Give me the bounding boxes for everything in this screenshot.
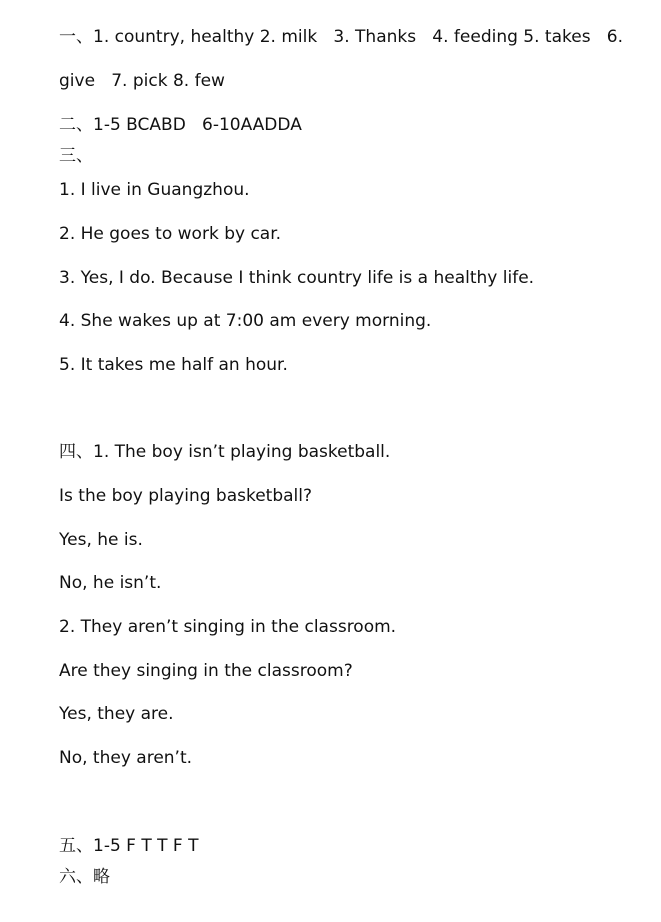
section-4-line-1: 四、1. The boy isn’t playing basketball. bbox=[59, 442, 391, 462]
section-5-line: 五、1-5 F T T F T bbox=[59, 836, 199, 856]
section-2-line: 二、1-5 BCABD 6-10AADDA bbox=[59, 115, 302, 135]
section-4-line-8: No, they aren’t. bbox=[59, 748, 193, 768]
section-4-line-7: Yes, they are. bbox=[59, 704, 174, 724]
section-4-line-2: Is the boy playing basketball? bbox=[59, 486, 313, 506]
section-4-line-3: Yes, he is. bbox=[59, 530, 143, 550]
section-3-answer-2: 2. He goes to work by car. bbox=[59, 224, 282, 244]
section-6-line: 六、略 bbox=[59, 867, 110, 887]
section-4-line-5: 2. They aren’t singing in the classroom. bbox=[59, 617, 397, 637]
section-3-answer-3: 3. Yes, I do. Because I think country life is a healthy life. bbox=[59, 268, 535, 288]
section-3-answer-4: 4. She wakes up at 7:00 am every morning. bbox=[59, 311, 432, 331]
section-1-line-2: give 7. pick 8. few bbox=[59, 71, 225, 91]
section-4-line-6: Are they singing in the classroom? bbox=[59, 661, 353, 681]
section-3-answer-5: 5. It takes me half an hour. bbox=[59, 355, 288, 375]
section-3-heading: 三、 bbox=[59, 146, 93, 166]
section-3-answer-1: 1. I live in Guangzhou. bbox=[59, 180, 250, 200]
section-4-line-4: No, he isn’t. bbox=[59, 573, 162, 593]
section-1-line-1: 一、1. country, healthy 2. milk 3. Thanks 4. feeding 5. takes 6. bbox=[59, 27, 623, 47]
